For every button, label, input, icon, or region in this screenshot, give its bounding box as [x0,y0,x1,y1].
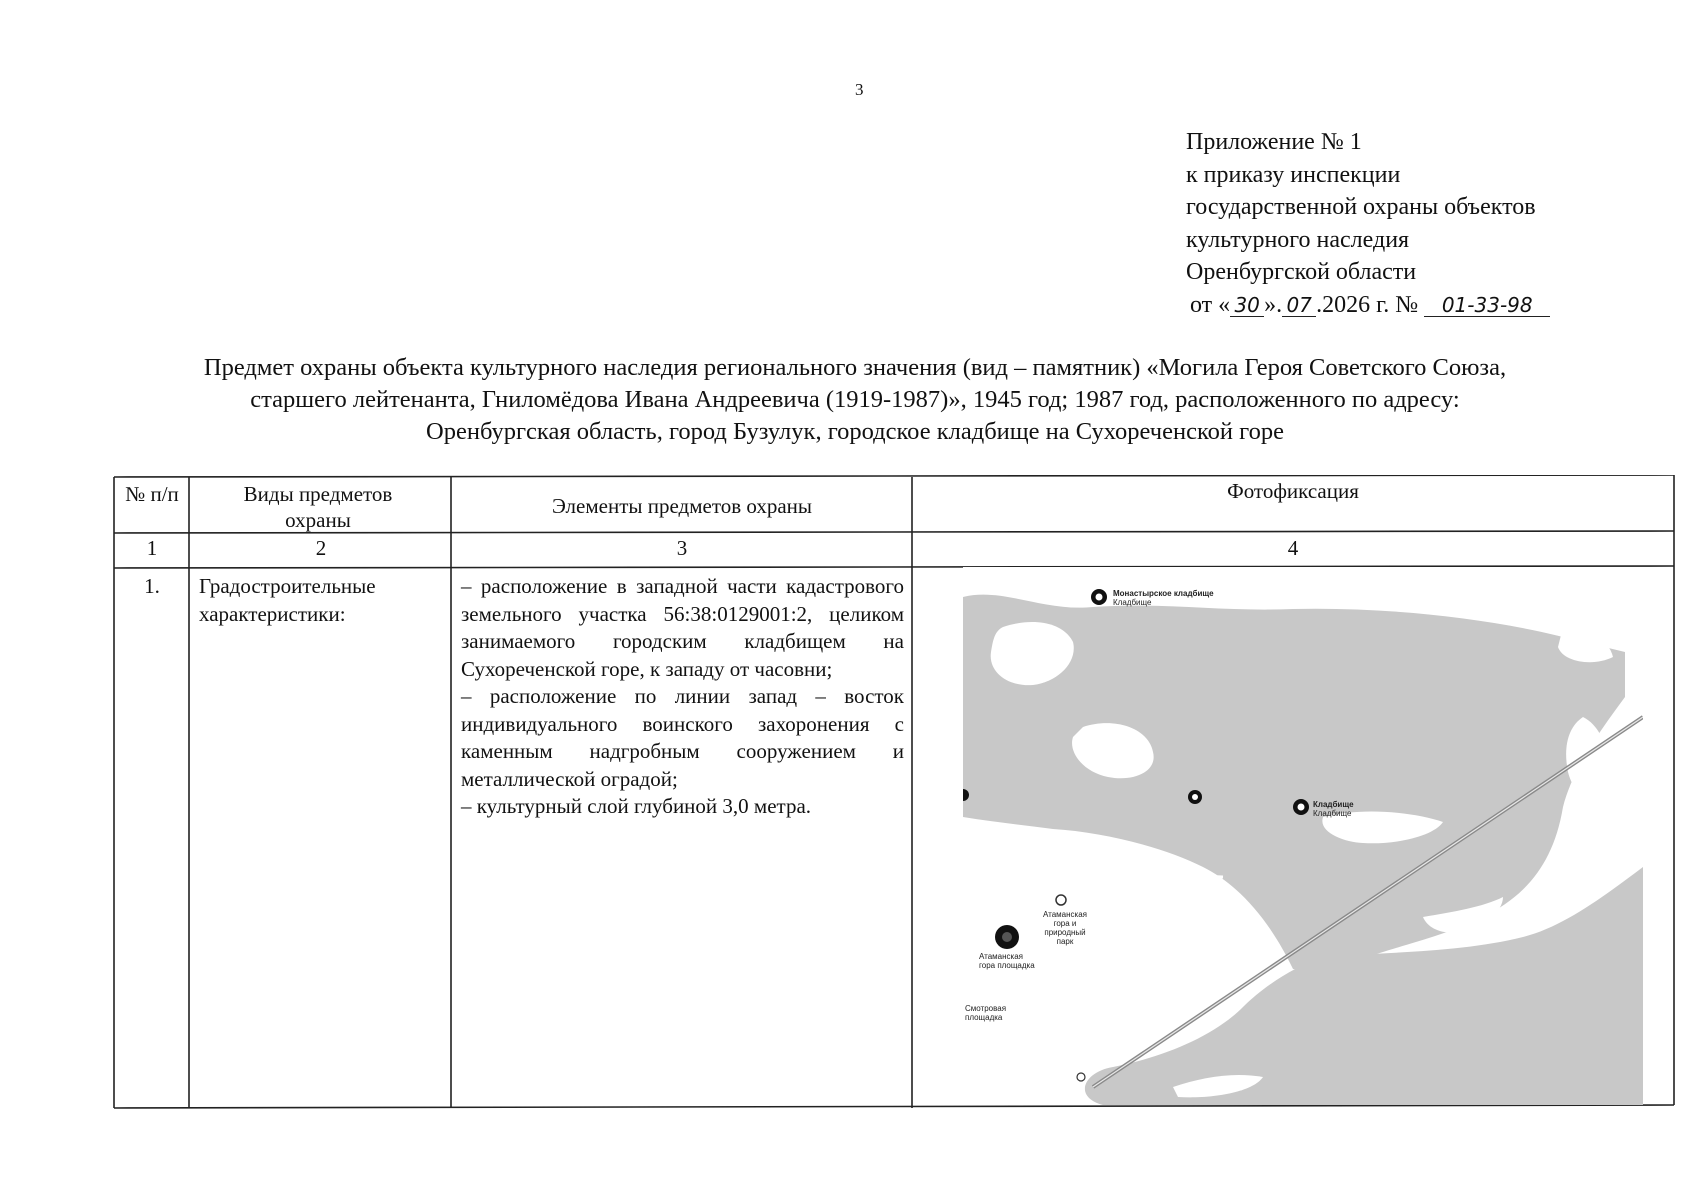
title-line-3: Оренбургская область, город Бузулук, городское кладбище на Сухореченской горе [426,418,1284,445]
colnum-4: 4 [1287,536,1299,560]
header-elements: Элементы предметов охраны [551,494,813,518]
appendix-date-line [1190,289,1550,322]
row-elements [461,573,904,821]
row-type: Градостроительные характеристики: [199,574,376,626]
date-prefix: от « [1190,291,1231,318]
map-label-atamansk-park-1: Атаманская [1043,910,1088,919]
map-label-monastery-sub: Кладбище [1113,598,1152,607]
document-title [90,352,1620,448]
date-year: .2026 г. № [1316,291,1419,318]
handwritten-order-number: 01-33-98 [1424,294,1550,317]
map-label-cemetery-sub: Кладбище [1313,809,1352,818]
element-item-1: – расположение в западной части кадастрового земельного участка 56:38:0129001:2, целиком занимаемого городским кладбищем на Сухореченской горе, к западу от часовни; [461,574,904,681]
protection-table [113,475,1677,1110]
element-item-2: – расположение по линии запад – восток индивидуального воинского захоронения с каменным надгробным сооружением и металлической оградой; [461,684,904,791]
header-number: № п/п [125,482,179,506]
map-label-atamansk-site-1: Атаманская [979,952,1024,961]
colnum-1: 1 [146,536,158,560]
map-label-atamansk-site [979,952,1035,970]
appendix-line-1: Приложение № 1 [1186,129,1362,155]
map-image [963,567,1643,1105]
title-line-1: Предмет охраны объекта культурного наследия регионального значения (вид – памятник) «Могила Героя Советского Союза, [203,354,1507,381]
colnum-2: 2 [315,536,327,560]
element-item-3: – культурный слой глубиной 3,0 метра. [461,794,812,818]
handwritten-month: 07 [1282,294,1316,317]
map-label-cemetery [1313,800,1354,818]
appendix-line-5: Оренбургской области [1186,259,1417,285]
appendix-block [1186,126,1550,321]
colnum-3: 3 [676,536,688,560]
date-mid: ». [1264,291,1283,318]
map-label-atamansk-park-4: парк [1056,937,1074,946]
map-label-viewpoint [965,1004,1006,1022]
map-label-viewpoint-1: Смотровая [965,1004,1007,1013]
location-map [963,567,1643,1105]
header-types: Виды предметов охраны [243,482,393,532]
appendix-line-3: государственной охраны объектов [1186,194,1536,220]
handwritten-day: 30 [1230,294,1264,317]
header-photo: Фотофиксация [1227,479,1359,503]
map-label-monastery [1113,589,1214,607]
page-number: 3 [855,80,864,99]
map-label-atamansk-park-3: природный [1044,928,1086,937]
row-number: 1. [144,574,160,598]
map-label-atamansk-site-2: гора площадка [979,961,1035,970]
appendix-line-2: к приказу инспекции [1186,161,1401,188]
map-label-viewpoint-2: площадка [965,1013,1003,1022]
map-label-atamansk-park-2: гора и [1053,919,1077,928]
appendix-line-4: культурного наследия [1186,226,1410,253]
map-label-atamansk-park [1043,910,1087,946]
map-label-cemetery-title: Кладбище [1313,800,1354,809]
title-line-2: старшего лейтенанта, Гниломёдова Ивана Андреевича (1919-1987)», 1945 год; 1987 год, расположенного по адресу: [250,386,1460,413]
map-label-monastery-title: Монастырское кладбище [1113,589,1214,598]
